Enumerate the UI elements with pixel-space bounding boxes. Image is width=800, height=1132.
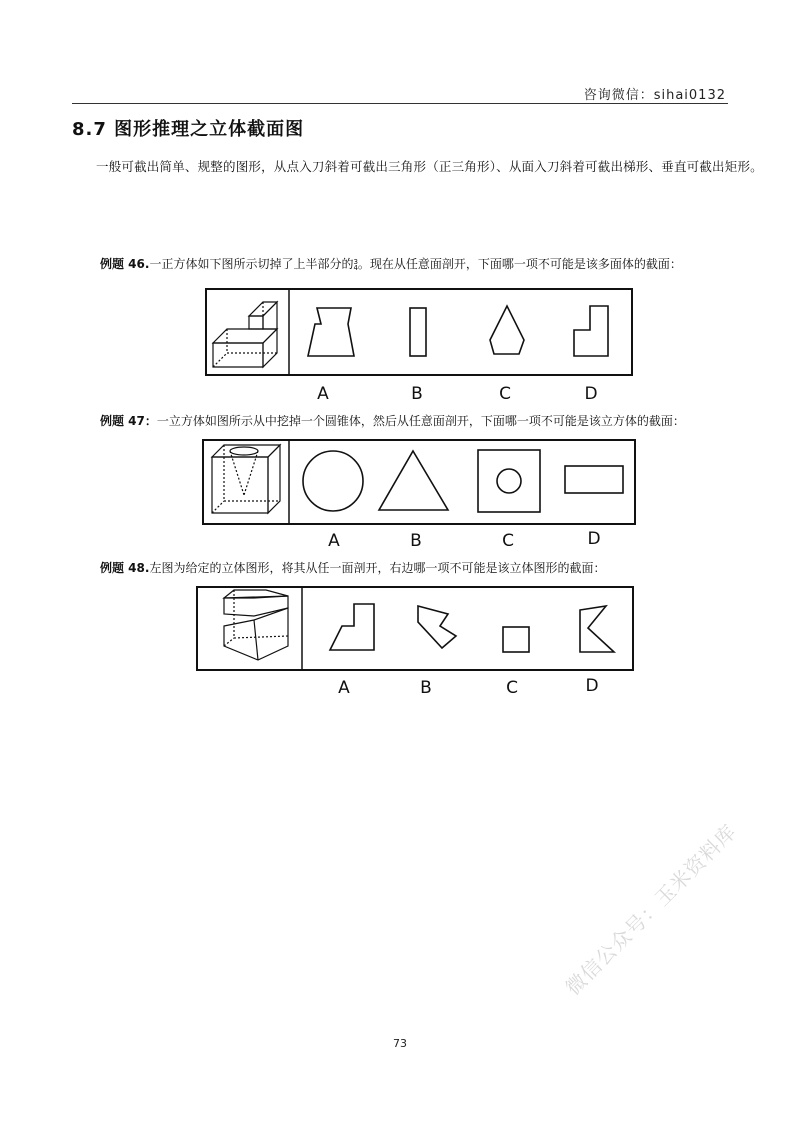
option-c-label: C [499, 384, 511, 404]
stacked-wedge-solid-icon [224, 590, 288, 660]
option-d-label: D [584, 384, 598, 404]
question-48-figure [196, 586, 634, 698]
section-title: 8.7 图形推理之立体截面图 [72, 119, 305, 140]
option-c-label: C [506, 678, 518, 698]
intro-paragraph: 一般可截出简单、规整的图形，从点入刀斜着可截出三角形（正三角形）、从面入刀斜着可截出梯形、垂直可截出矩形。 [96, 159, 763, 174]
option-a-label: A [328, 531, 340, 551]
question-46-title [100, 255, 682, 272]
option-c-label: C [502, 531, 514, 551]
option-d-l-shape [574, 306, 608, 356]
option-a-l-shape [330, 604, 374, 650]
header-rule [72, 103, 728, 104]
option-b-rectangle-shape [410, 308, 426, 356]
watermark: 微信公众号：玉米资料库 [560, 819, 742, 1000]
question-46-text-before: 一正方体如下图所示切掉了上半部分的 [149, 257, 354, 271]
question-46-figure [205, 288, 633, 406]
hollow-cone-cube-icon [212, 445, 280, 513]
cut-cube-icon [213, 302, 277, 367]
question-48-label: 例题 48. [100, 561, 150, 575]
option-d-notched-shape [580, 606, 614, 652]
question-47-figure [202, 439, 636, 551]
question-48-text: 左图为给定的立体图形，将其从任一面剖开，右边哪一项不可能是该立体图形的截面： [149, 561, 606, 575]
question-46-label: 例题 46. [100, 257, 150, 271]
option-c-square-shape [503, 627, 529, 652]
option-a-circle-shape [303, 451, 363, 511]
fraction-three-quarters: 3 4 [353, 258, 358, 272]
header-contact: 咨询微信：sihai0132 [583, 88, 726, 103]
question-47-text: 一立方体如图所示从中挖掉一个圆锥体，然后从任意面剖开，下面哪一项不可能是该立方体的截面： [156, 414, 685, 428]
question-46-text-after: 。现在从任意面剖开，下面哪一项不可能是该多面体的截面： [357, 257, 682, 271]
question-48-title [100, 559, 605, 576]
option-b-triangle-shape [379, 451, 448, 510]
option-a-trapezoid-shape [308, 308, 354, 356]
question-47-title [100, 412, 685, 429]
option-a-label: A [338, 678, 350, 698]
page-number: 73 [393, 1037, 407, 1050]
option-c-pentagon-shape [490, 306, 524, 354]
question-47-label: 例题 47： [100, 414, 157, 428]
option-b-label: B [411, 384, 423, 404]
option-d-label: D [585, 676, 599, 696]
option-d-rectangle-shape [565, 466, 623, 493]
option-b-irregular-shape [418, 606, 456, 648]
option-d-label: D [587, 529, 601, 549]
option-b-label: B [420, 678, 432, 698]
option-c-square-with-circle-shape [478, 450, 540, 512]
option-b-label: B [410, 531, 422, 551]
option-a-label: A [317, 384, 329, 404]
